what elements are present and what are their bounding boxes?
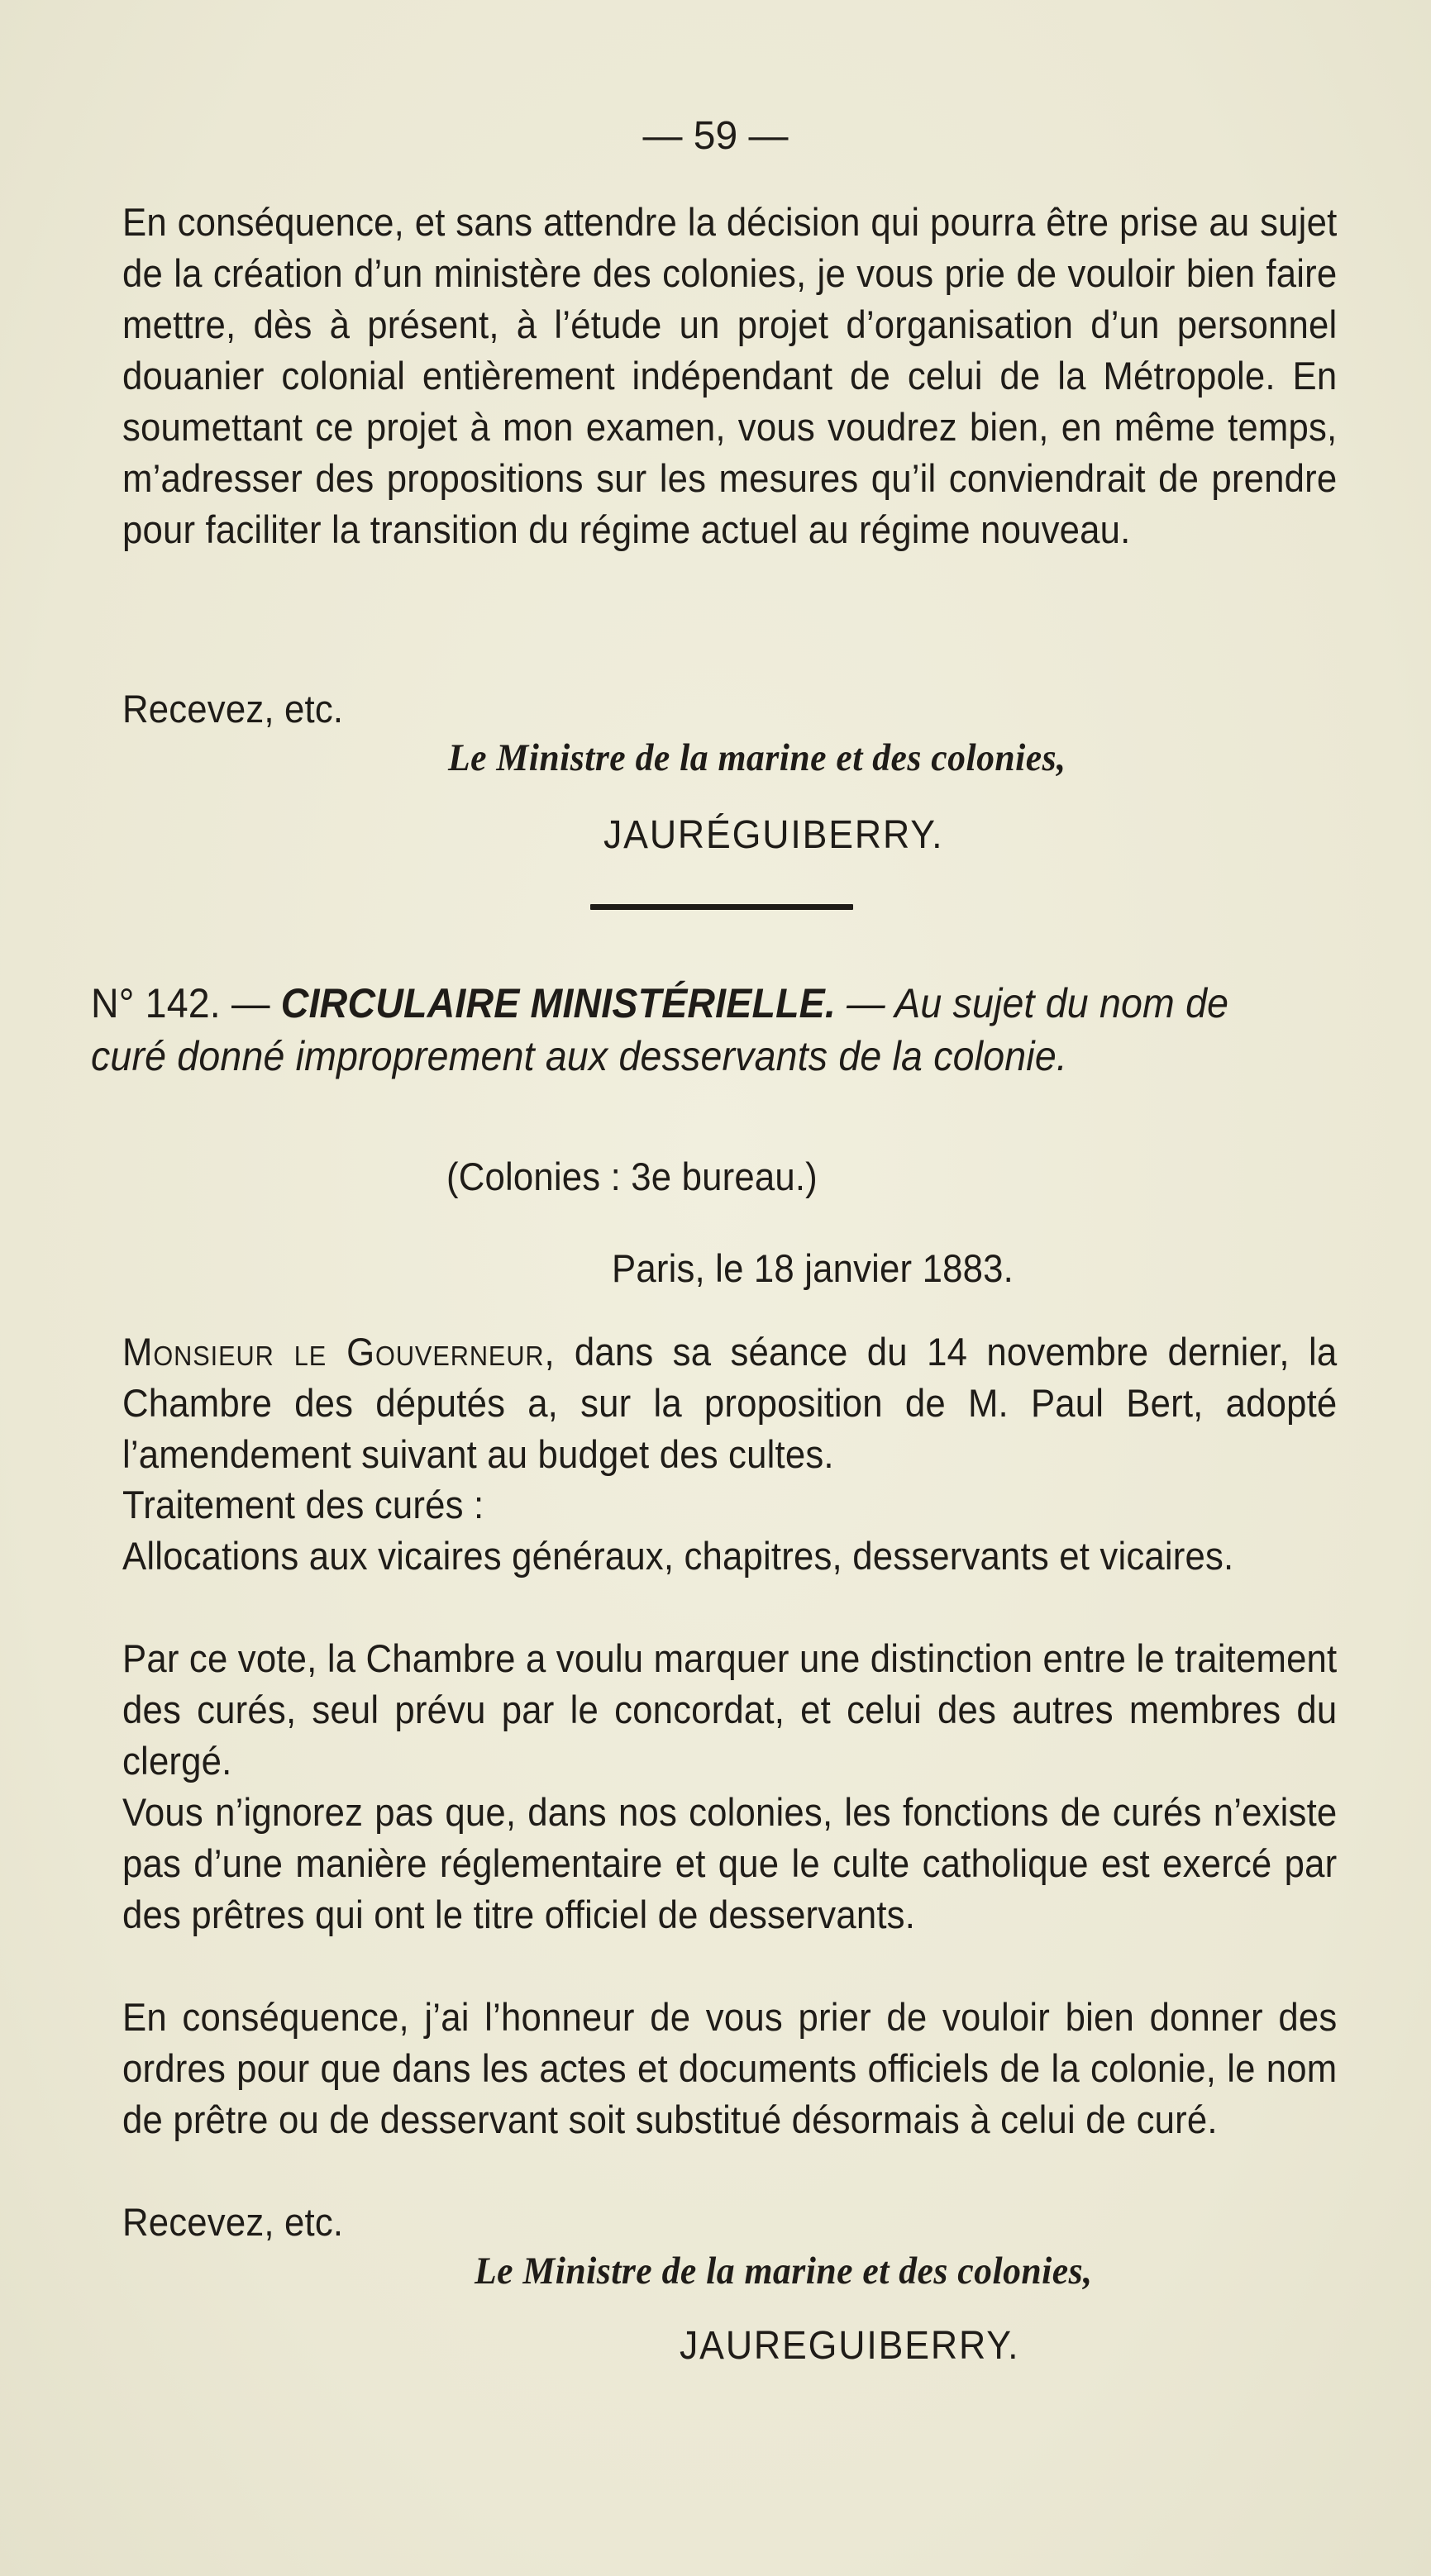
section1-signature-title: Le Ministre de la marine et des colonies,	[448, 736, 1066, 779]
section2-paragraph2: Traitement des curés :	[122, 1483, 484, 1526]
page-number: — 59 —	[642, 114, 789, 158]
section2-paragraph3: Allocations aux vicaires généraux, chapitres, desservants et vicaires.	[122, 1534, 1234, 1578]
salutation: Monsieur le Gouverneur,	[122, 1330, 556, 1374]
heading-dash: —	[231, 980, 270, 1026]
section2-signature-name: JAUREGUIBERRY.	[680, 2324, 1020, 2368]
section1-signature-name: JAURÉGUIBERRY.	[603, 813, 944, 857]
section2-paragraph5: Vous n’ignorez pas que, dans nos colonies, les fonctions de curés n’existe pas d’une manière réglementaire et que le culte catholique est exercé par des prêtres qui ont le titre officiel de desservants.	[122, 1790, 1338, 1936]
paragraph1-text: dans sa séance du 14 novembre dernier, la Chambre des députés a, sur la proposition de M. Paul Bert, adopté l’amendement suivant au budget des cultes.	[122, 1330, 1338, 1476]
heading-subject: — Au sujet du nom de curé donné improprement aux desservants de la colonie.	[91, 980, 1229, 1079]
section2-paragraph4: Par ce vote, la Chambre a voulu marquer une distinction entre le traitement des curés, seul prévu par le concordat, et celui des autres membres du clergé.	[122, 1636, 1338, 1783]
bureau-line: (Colonies : 3e bureau.)	[446, 1155, 818, 1198]
section-divider	[590, 904, 853, 910]
date-line: Paris, le 18 janvier 1883.	[612, 1246, 1014, 1290]
section2-heading	[91, 977, 1314, 1083]
section2-paragraph1	[122, 1326, 1337, 1480]
heading-title: CIRCULAIRE MINISTÉRIELLE.	[280, 980, 836, 1026]
section2-signature-title: Le Ministre de la marine et des colonies,	[475, 2250, 1093, 2293]
heading-number: N° 142.	[91, 980, 221, 1026]
section2-paragraph6: En conséquence, j’ai l’honneur de vous prier de vouloir bien donner des ordres pour que dans les actes et documents officiels de la colonie, le nom de prêtre ou de desservant soit substitué désormais à celui de curé.	[122, 1995, 1338, 2141]
section1-closing: Recevez, etc.	[122, 687, 344, 731]
section2-closing: Recevez, etc.	[122, 2200, 344, 2244]
section1-paragraph-text: En conséquence, et sans attendre la décision qui pourra être prise au sujet de la création d’un ministère des colonies, je vous prie de vouloir bien faire mettre, dès à présent, à l’étude un projet d’organisation d’un personnel douanier colonial entièrement indépendant de celui de la Métropole. En soumettant ce projet à mon examen, vous voudrez bien, en même temps, m’adresser des propositions sur les mesures qu’il conviendrait de prendre pour faciliter la transition du régime actuel au régime nouveau.	[122, 200, 1338, 551]
section1-paragraph	[122, 197, 1337, 555]
